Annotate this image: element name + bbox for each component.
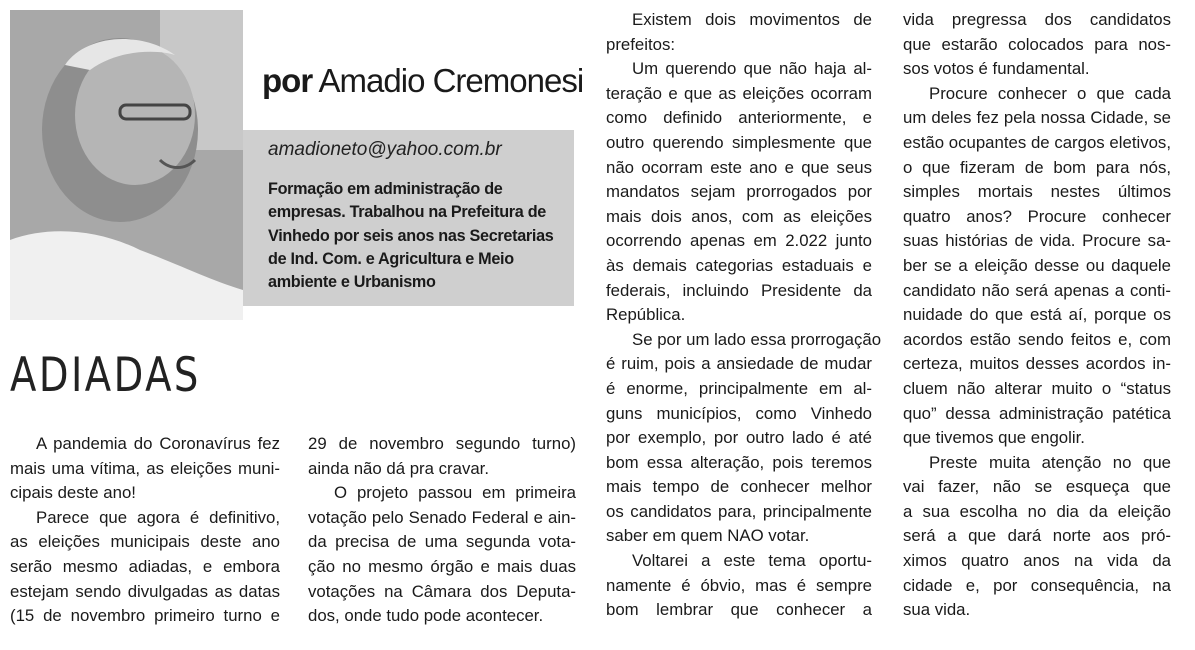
text-line: O projeto passou em primeira: [334, 483, 576, 503]
article-column-1: [10, 432, 280, 629]
text-line: da precisa de uma segunda vota-: [308, 532, 576, 552]
text-line: quatro anos? Procure conhecer: [903, 206, 1171, 226]
text-line: os candidatos para, principalmente: [606, 501, 872, 521]
text-line: sua vida.: [903, 600, 971, 620]
text-line: federais, incluindo Presidente da: [606, 280, 872, 300]
text-line: sos votos é fundamental.: [903, 59, 1090, 79]
bio-line: de Ind. Com. e Agricultura e Meio: [268, 249, 514, 268]
author-byline: [262, 62, 583, 100]
text-line: bom lembrar que conhecer a: [606, 600, 872, 620]
text-line: simples mortais nestes últimos: [903, 182, 1171, 202]
text-line: dos, onde tudo pode acontecer.: [308, 606, 544, 626]
text-line: o que fizeram de bom para nós,: [903, 157, 1171, 177]
text-line: ainda não dá pra cravar.: [308, 458, 489, 478]
bio-line: empresas. Trabalhou na Prefeitura de: [268, 203, 546, 222]
text-line: mais uma vítima, as eleições muni-: [10, 458, 280, 478]
text-line: bom essa alteração, pois teremos: [606, 452, 872, 472]
text-line: nuidade do que está aí, porque os: [903, 305, 1171, 325]
bio-line: Formação em administração de: [268, 180, 503, 198]
text-line: Se por um lado essa prorrogação: [632, 329, 882, 349]
text-line: cipais deste ano!: [10, 483, 136, 503]
text-line: como definido anteriormente, e: [606, 108, 872, 128]
text-line: é ruim, pois a ansiedade de mudar: [606, 354, 872, 374]
text-line: ocorrendo apenas em 2.022 junto: [606, 231, 872, 251]
text-line: saber em quem NAO votar.: [606, 526, 810, 546]
article-column-3: [606, 8, 882, 623]
text-line: mandatos sejam prorrogados por: [606, 182, 872, 202]
text-line: cidade e, por consequência, na: [903, 575, 1171, 595]
text-line: Um querendo que não haja al-: [632, 59, 872, 79]
bio-line: ambiente e Urbanismo: [268, 273, 436, 292]
text-line: não ocorram este ano e que seus: [606, 157, 872, 177]
text-line: ção no mesmo órgão e mais duas: [308, 556, 576, 576]
text-line: outro querendo simplesmente que: [606, 132, 872, 152]
author-email: amadioneto@yahoo.com.br: [268, 139, 502, 160]
text-line: guns municípios, como Vinhedo: [606, 403, 872, 423]
text-line: que tivemos que engolir.: [903, 428, 1085, 448]
text-line: certeza, muitos desses acordos in-: [903, 354, 1171, 374]
text-line: é enorme, principalmente em al-: [606, 378, 872, 398]
text-line: será a que dará norte aos pró-: [903, 526, 1171, 546]
bio-line: Vinhedo por seis anos nas Secretarias: [268, 226, 554, 245]
byline-por: por: [262, 62, 313, 99]
text-line: suas histórias de vida. Procure sa-: [903, 231, 1171, 251]
text-line: por exemplo, por outro lado é até: [606, 428, 872, 448]
author-name: Amadio Cremonesi: [318, 62, 584, 99]
text-line: ber se a eleição desse ou daquele: [903, 255, 1171, 275]
author-photo: [10, 10, 243, 320]
author-bio: [268, 178, 568, 294]
text-line: prefeitos:: [606, 34, 676, 54]
text-line: Preste muita atenção no que: [929, 452, 1171, 472]
text-line: Parece que agora é definitivo,: [36, 507, 280, 527]
text-line: Existem dois movimentos de: [632, 10, 872, 29]
text-line: quo” dessa administração patética: [903, 403, 1171, 423]
text-line: 29 de novembro segundo turno): [308, 434, 576, 453]
text-line: A pandemia do Coronavírus fez: [36, 434, 280, 453]
text-line: as eleições municipais deste ano: [10, 532, 280, 552]
text-line: a sua escolha no dia da eleição: [903, 501, 1171, 521]
article-column-4: [903, 8, 1171, 623]
text-line: às demais categorias estaduais e: [606, 255, 872, 275]
text-line: candidato não será apenas a conti-: [903, 280, 1171, 300]
text-line: Voltarei a este tema oportu-: [632, 551, 872, 571]
text-line: (15 de novembro primeiro turno e: [10, 606, 280, 626]
article-column-2: [308, 432, 576, 629]
text-line: Procure conhecer o que cada: [929, 83, 1171, 103]
text-line: República.: [606, 305, 686, 325]
text-line: votações na Câmara dos Deputa-: [308, 581, 576, 601]
text-line: estão ocupantes de cargos eletivos,: [903, 132, 1171, 152]
text-line: mais dois anos, com as eleições: [606, 206, 872, 226]
text-line: namente é óbvio, mas é sempre: [606, 575, 872, 595]
text-line: cluem não alterar muito o “status: [903, 378, 1171, 398]
text-line: mais tempo de conhecer melhor: [606, 477, 872, 497]
text-line: teração e que as eleições ocorram: [606, 83, 872, 103]
text-line: um deles fez pela nossa Cidade, se: [903, 108, 1171, 128]
text-line: vai fazer, não se esqueça que: [903, 477, 1171, 497]
text-line: acordos estão sendo feitos e, com: [903, 329, 1171, 349]
text-line: votação pelo Senado Federal e ain-: [308, 507, 576, 527]
text-line: estejam sendo divulgadas as datas: [10, 581, 280, 601]
text-line: vida pregressa dos candidatos: [903, 10, 1171, 29]
text-line: que estarão colocados para nos-: [903, 34, 1171, 54]
article-title: ADIADAS: [10, 348, 201, 403]
text-line: ximos quatro anos na vida da: [903, 551, 1171, 571]
text-line: serão mesmo adiadas, e embora: [10, 556, 280, 576]
